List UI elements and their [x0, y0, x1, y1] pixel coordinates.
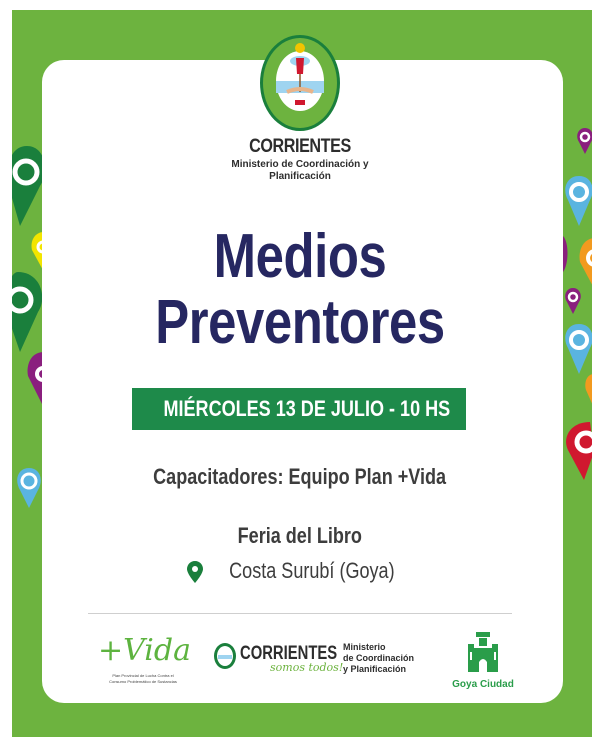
vida-subtitle — [98, 673, 188, 685]
venue-label: Feria del Libro — [237, 523, 363, 548]
footer-ministry-3: y Planificación — [343, 664, 407, 674]
corrientes-seal-icon — [214, 643, 236, 669]
vida-sub-2: Consumo Problemático de Sustancias — [109, 679, 177, 684]
vida-logo-text: +Vida — [98, 633, 191, 668]
corrientes-logo-text: CORRIENTES — [240, 643, 338, 664]
corrientes-logo — [214, 643, 344, 674]
provincial-seal-icon — [259, 34, 341, 132]
venue-text — [0, 523, 600, 549]
map-pin-icon — [576, 128, 592, 156]
event-date: MIÉRCOLES 13 DE JULIO - 10 HS — [163, 396, 451, 421]
ministry-name — [0, 159, 600, 183]
trainers-text — [0, 464, 600, 490]
footer-ministry-2: de Coordinación — [343, 653, 415, 663]
title-line-2: Preventores — [155, 288, 445, 357]
location-row — [0, 558, 600, 584]
title-line-1: Medios — [213, 222, 387, 291]
vida-logo — [98, 633, 191, 685]
brand-corrientes: CORRIENTES — [249, 136, 351, 157]
map-pin-icon — [563, 236, 569, 272]
map-pin-icon — [564, 324, 592, 376]
goya-label: Goya Ciudad — [452, 679, 514, 690]
trainers-label: Capacitadores: Equipo Plan +Vida — [153, 464, 447, 489]
map-pin-icon — [578, 238, 592, 294]
map-pin-icon — [12, 272, 44, 352]
map-pin-icon — [187, 561, 203, 583]
map-pin-icon — [584, 374, 592, 410]
location-label: Costa Surubí (Goya) — [229, 558, 395, 583]
map-pin-icon — [564, 176, 592, 228]
goya-ciudad-logo — [447, 632, 519, 690]
date-banner — [132, 388, 466, 430]
goya-building-icon — [468, 632, 498, 672]
corrientes-slogan: somos todos! — [270, 661, 344, 674]
footer-divider — [88, 613, 512, 614]
map-pin-icon — [12, 146, 44, 226]
ministry-line-1: Ministerio de Coordinación y — [231, 159, 369, 170]
footer-ministry-1: Ministerio — [343, 642, 386, 652]
footer-ministry — [343, 642, 414, 675]
map-pin-icon — [564, 288, 582, 316]
ministry-line-2: Planificación — [269, 171, 331, 182]
vida-sub-1: Plan Provincial de Lucha Contra el — [112, 673, 174, 678]
